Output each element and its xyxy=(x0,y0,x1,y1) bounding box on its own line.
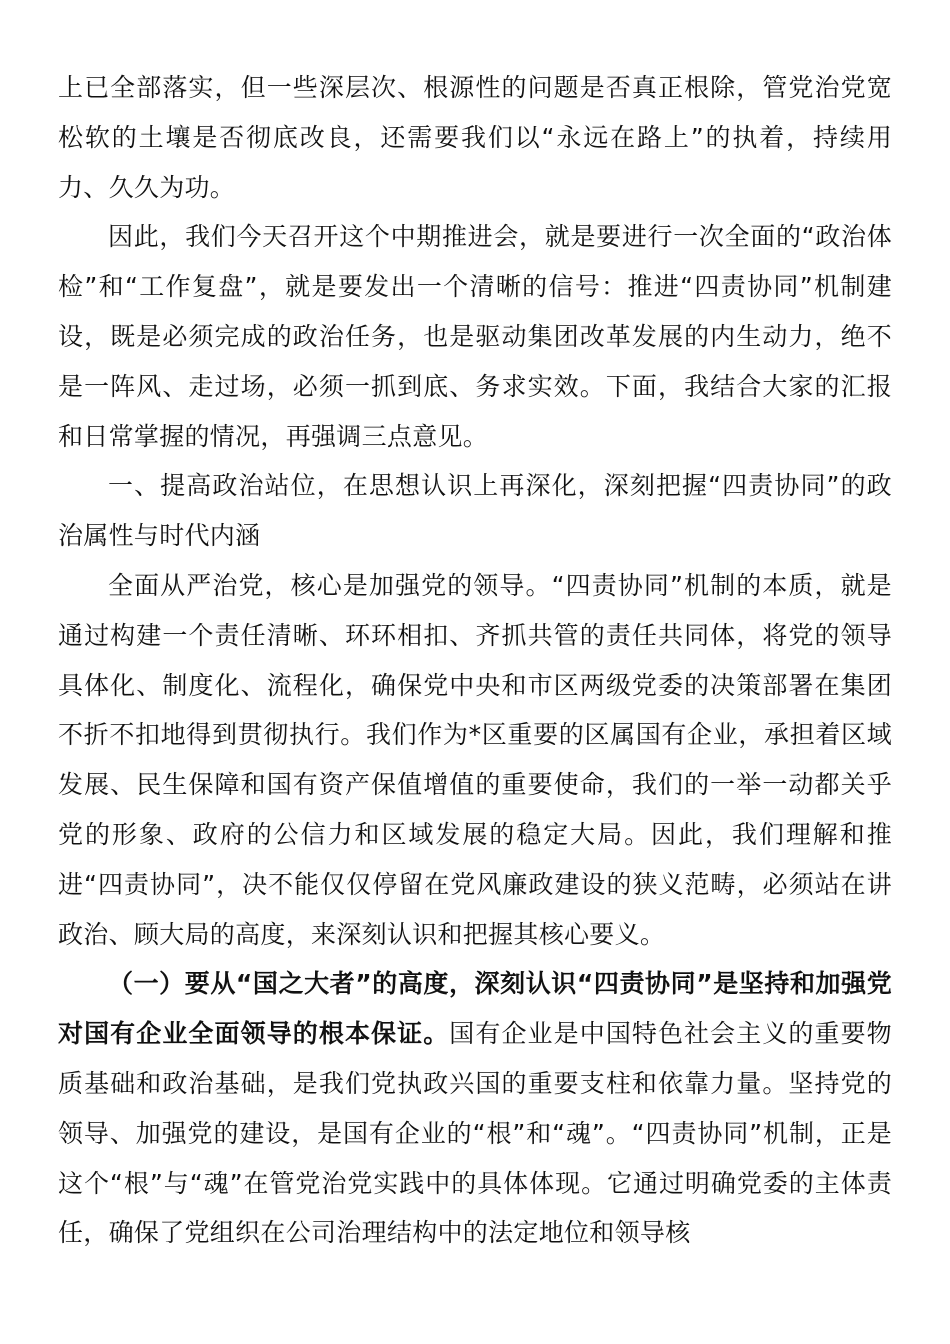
subsection-one-body: 国有企业是中国特色社会主义的重要物质基础和政治基础，是我们党执政兴国的重要支柱和依靠力量。坚持党的领导、加强党的建设，是国有企业的“根”和“魂”。“四责协同”机制，正是这个“根”与“魂”在管党治党实践中的具体体现。它通过明确党委的主体责任，确保了党组织在公司治理结构中的法定地位和领导核 xyxy=(58,1019,892,1248)
subsection-one-heading: （一）要从“国之大者”的高度，深刻认识“四责协同”是坚持和加强党对国有企业全面领导的根本保证。 xyxy=(58,969,892,1049)
document-body xyxy=(58,63,892,1258)
paragraph-party-leadership: 全面从严治党，核心是加强党的领导。“四责协同”机制的本质，就是通过构建一个责任清晰、环环相扣、齐抓共管的责任共同体，将党的领导具体化、制度化、流程化，确保党中央和市区两级党委的决策部署在集团不折不扣地得到贯彻执行。我们作为*区重要的区属国有企业，承担着区域发展、民生保障和国有资产保值增值的重要使命，我们的一举一动都关乎党的形象、政府的公信力和区域发展的稳定大局。因此，我们理解和推进“四责协同”，决不能仅仅停留在党风廉政建设的狭义范畴，必须站在讲政治、顾大局的高度，来深刻认识和把握其核心要义。 xyxy=(58,570,892,949)
section-heading-one: 一、提高政治站位，在思想认识上再深化，深刻把握“四责协同”的政治属性与时代内涵 xyxy=(58,471,892,551)
paragraph-subsection-one xyxy=(58,959,892,1258)
paragraph-continuation: 上已全部落实，但一些深层次、根源性的问题是否真正根除，管党治党宽松软的土壤是否彻底改良，还需要我们以“永远在路上”的执着，持续用力、久久为功。 xyxy=(58,73,892,202)
paragraph-mid-term-meeting: 因此，我们今天召开这个中期推进会，就是要进行一次全面的“政治体检”和“工作复盘”，就是要发出一个清晰的信号：推进“四责协同”机制建设，既是必须完成的政治任务，也是驱动集团改革发展的内生动力，绝不是一阵风、走过场，必须一抓到底、务求实效。下面，我结合大家的汇报和日常掌握的情况，再强调三点意见。 xyxy=(58,222,892,451)
